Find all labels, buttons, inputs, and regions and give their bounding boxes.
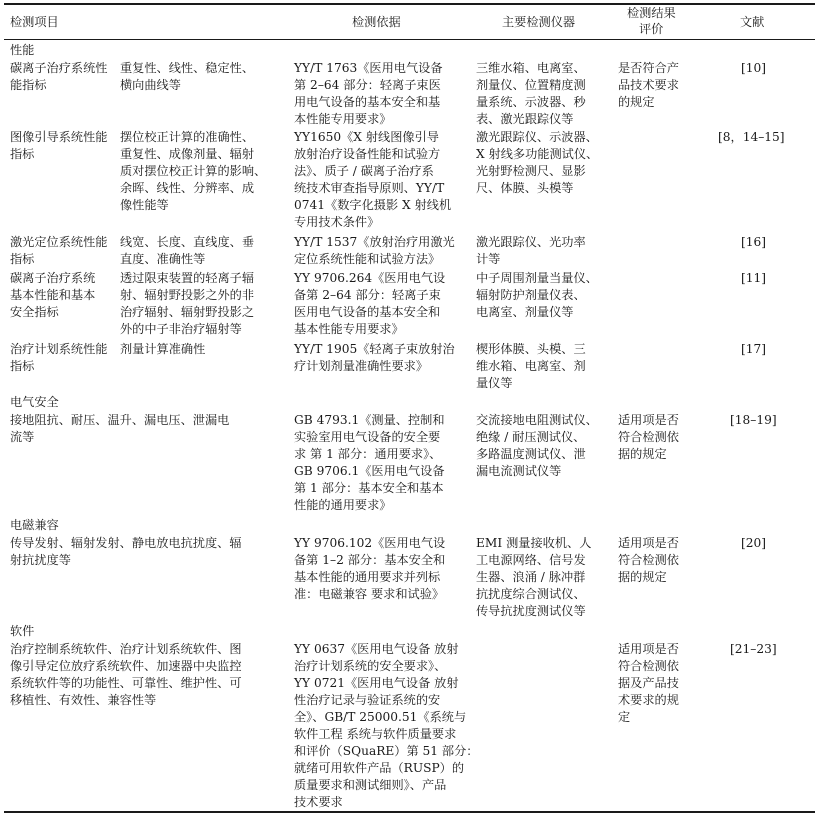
row-instruments: 交流接地电阻测试仪、 xyxy=(476,413,598,427)
row-basis: 基本性能专用要求》 xyxy=(294,322,404,336)
header-bottom-rule xyxy=(4,39,815,40)
row-basis: YY 9706.264《医用电气设 xyxy=(294,271,446,285)
header-evaluation-line2: 评价 xyxy=(639,22,664,36)
row-item: 图像引导系统性能 xyxy=(10,130,108,144)
row-instruments: 尺、体膜、头模等 xyxy=(476,181,574,195)
row-instruments: 传导抗扰度测试仪等 xyxy=(476,604,586,618)
row-indicator: 直度、准确性等 xyxy=(120,252,206,266)
row-evaluation: 适用项是否 xyxy=(618,642,679,656)
row-basis: 和评价（SQuaRE）第 51 部分： xyxy=(294,744,479,758)
row-indicator: 横向曲线等 xyxy=(120,78,181,92)
row-item: 指标 xyxy=(10,252,35,266)
row-item: 流等 xyxy=(10,430,35,444)
row-indicator: 透过限束装置的轻离子辐 xyxy=(120,271,255,285)
row-item: 碳离子治疗系统性 xyxy=(10,61,108,75)
row-instruments: 计等 xyxy=(476,252,501,266)
row-reference: [11] xyxy=(741,271,767,285)
row-basis: 软件工程 系统与软件质量要求 xyxy=(294,727,457,741)
row-basis: YY 0637《医用电气设备 放射 xyxy=(294,642,459,656)
row-instruments: 绝缘 / 耐压测试仪、 xyxy=(476,430,586,444)
row-reference: [20] xyxy=(741,536,767,550)
row-evaluation: 据及产品技 xyxy=(618,676,679,690)
row-indicator: 质对摆位校正计算的影响、 xyxy=(120,164,267,178)
header-item: 检测项目 xyxy=(10,15,59,29)
row-instruments: 表、激光跟踪仪等 xyxy=(476,112,574,126)
row-indicator: 重复性、成像剂量、辐射 xyxy=(120,147,255,161)
row-basis: 疗计划剂量准确性要求》 xyxy=(294,359,429,373)
table-bottom-rule xyxy=(4,811,815,813)
row-item: 基本性能和基本 xyxy=(10,288,96,302)
section-title-electrical: 电气安全 xyxy=(10,395,59,409)
row-instruments: EMI 测量接收机、人 xyxy=(476,536,592,550)
section-title-software: 软件 xyxy=(10,624,35,638)
section-title-performance: 性能 xyxy=(10,43,35,57)
row-basis: YY 9706.102《医用电气设 xyxy=(294,536,446,550)
row-instruments: 三维水箱、电离室、 xyxy=(476,61,586,75)
row-instruments: 楔形体膜、头模、三 xyxy=(476,342,586,356)
row-instruments: 电离室、剂量仪等 xyxy=(476,305,574,319)
row-instruments: 维水箱、电离室、剂 xyxy=(476,359,586,373)
row-indicator: 像性能等 xyxy=(120,198,169,212)
row-basis: 本性能专用要求》 xyxy=(294,112,392,126)
row-evaluation: 据的规定 xyxy=(618,447,667,461)
row-instruments: 激光跟踪仪、示波器、 xyxy=(476,130,598,144)
row-evaluation: 符合检测依 xyxy=(618,659,679,673)
row-basis: 0741《数字化摄影 X 射线机 xyxy=(294,198,452,212)
row-basis: 定位系统性能和试验方法》 xyxy=(294,252,441,266)
row-basis: 用电气设备的基本安全和基 xyxy=(294,95,441,109)
table-top-rule xyxy=(4,3,815,5)
row-instruments: 辐射防护剂量仪表、 xyxy=(476,288,586,302)
row-instruments: 光射野检测尺、显影 xyxy=(476,164,586,178)
row-instruments: 激光跟踪仪、光功率 xyxy=(476,235,586,249)
row-basis: YY/T 1763《医用电气设备 xyxy=(294,61,443,75)
row-evaluation: 据的规定 xyxy=(618,570,667,584)
row-item: 碳离子治疗系统 xyxy=(10,271,96,285)
row-evaluation: 符合检测依 xyxy=(618,553,679,567)
row-basis: 治疗计划系统的安全要求》、 xyxy=(294,659,447,673)
row-evaluation: 适用项是否 xyxy=(618,413,679,427)
row-instruments: 漏电流测试仪等 xyxy=(476,464,562,478)
row-item: 系统软件等的功能性、可靠性、维护性、可 xyxy=(10,676,242,690)
row-instruments: 量仪等 xyxy=(476,376,513,390)
row-instruments: 生器、浪涌 / 脉冲群 xyxy=(476,570,586,584)
row-basis: YY/T 1537《放射治疗用激光 xyxy=(294,235,455,249)
row-item: 治疗计划系统性能 xyxy=(10,342,108,356)
header-evaluation-line1: 检测结果 xyxy=(627,6,676,20)
row-item: 激光定位系统性能 xyxy=(10,235,108,249)
row-item: 传导发射、辐射发射、静电放电抗扰度、辐 xyxy=(10,536,242,550)
row-indicator: 线宽、长度、直线度、垂 xyxy=(120,235,255,249)
row-reference: [17] xyxy=(741,342,767,356)
row-item: 接地阻抗、耐压、温升、漏电压、泄漏电 xyxy=(10,413,230,427)
row-evaluation: 是否符合产 xyxy=(618,61,679,75)
row-evaluation: 适用项是否 xyxy=(618,536,679,550)
row-instruments: X 射线多功能测试仪、 xyxy=(476,147,599,161)
row-basis: 统技术审查指导原则、YY/T xyxy=(294,181,445,195)
row-reference: [21–23] xyxy=(730,642,777,656)
row-item: 能指标 xyxy=(10,78,47,92)
row-basis: 求 第 1 部分：通用要求》、 xyxy=(294,447,442,461)
row-indicator: 摆位校正计算的准确性、 xyxy=(120,130,255,144)
row-indicator: 外的中子非治疗辐射等 xyxy=(120,322,242,336)
row-item: 像引导定位放疗系统软件、加速器中央监控 xyxy=(10,659,242,673)
row-reference: [10] xyxy=(741,61,767,75)
row-basis: 性治疗记录与验证系统的安 xyxy=(294,693,441,707)
row-instruments: 多路温度测试仪、泄 xyxy=(476,447,586,461)
row-item: 指标 xyxy=(10,359,35,373)
row-reference: [8，14–15] xyxy=(718,130,785,144)
row-basis: 专用技术条件》 xyxy=(294,215,380,229)
header-basis: 检测依据 xyxy=(352,15,401,29)
row-instruments: 量系统、示波器、秒 xyxy=(476,95,586,109)
row-basis: YY 0721《医用电气设备 放射 xyxy=(294,676,459,690)
row-basis: 法》、质子 / 碳离子治疗系 xyxy=(294,164,434,178)
row-basis: 准：电磁兼容 要求和试验》 xyxy=(294,587,445,601)
row-basis: 基本性能的通用要求并列标 xyxy=(294,570,441,584)
row-indicator: 治疗辐射、辐射野投影之 xyxy=(120,305,255,319)
row-item: 移植性、有效性、兼容性等 xyxy=(10,693,157,707)
row-item: 治疗控制系统软件、治疗计划系统软件、图 xyxy=(10,642,242,656)
row-basis: 技术要求 xyxy=(294,795,343,809)
row-indicator: 重复性、线性、稳定性、 xyxy=(120,61,255,75)
row-item: 射抗扰度等 xyxy=(10,553,71,567)
row-instruments: 抗扰度综合测试仪、 xyxy=(476,587,586,601)
row-reference: [16] xyxy=(741,235,767,249)
row-basis: 质量要求和测试细则》、产品 xyxy=(294,778,447,792)
row-evaluation: 符合检测依 xyxy=(618,430,679,444)
row-basis: 全》、GB/T 25000.51《系统与 xyxy=(294,710,467,724)
row-basis: 备第 1–2 部分：基本安全和 xyxy=(294,553,446,567)
row-indicator: 射、辐射野投影之外的非 xyxy=(120,288,255,302)
row-basis: GB 4793.1《测量、控制和 xyxy=(294,413,445,427)
row-basis: 第 1 部分：基本安全和基本 xyxy=(294,481,444,495)
row-basis: 就绪可用软件产品（RUSP）的 xyxy=(294,761,465,775)
header-instruments: 主要检测仪器 xyxy=(502,15,576,29)
row-item: 安全指标 xyxy=(10,305,59,319)
row-basis: 第 2–64 部分：轻离子束医 xyxy=(294,78,441,92)
row-instruments: 中子周围剂量当量仪、 xyxy=(476,271,598,285)
row-basis: 实验室用电气设备的安全要 xyxy=(294,430,441,444)
row-basis: 性能的通用要求》 xyxy=(294,498,392,512)
row-indicator: 剂量计算准确性 xyxy=(120,342,206,356)
row-evaluation: 定 xyxy=(618,710,631,724)
row-evaluation: 的规定 xyxy=(618,95,655,109)
row-item: 指标 xyxy=(10,147,35,161)
row-indicator: 余晖、线性、分辨率、成 xyxy=(120,181,255,195)
row-instruments: 剂量仪、位置精度测 xyxy=(476,78,586,92)
row-basis: YY1650《X 射线图像引导 xyxy=(294,130,439,144)
row-basis: YY/T 1905《轻离子束放射治 xyxy=(294,342,455,356)
row-basis: 备第 2–64 部分：轻离子束 xyxy=(294,288,441,302)
row-evaluation: 术要求的规 xyxy=(618,693,679,707)
row-basis: 放射治疗设备性能和试验方 xyxy=(294,147,441,161)
row-evaluation: 品技术要求 xyxy=(618,78,679,92)
row-reference: [18–19] xyxy=(730,413,777,427)
row-instruments: 工电源网络、信号发 xyxy=(476,553,586,567)
header-reference: 文献 xyxy=(740,15,765,29)
section-title-emc: 电磁兼容 xyxy=(10,518,59,532)
row-basis: GB 9706.1《医用电气设备 xyxy=(294,464,445,478)
row-basis: 医用电气设备的基本安全和 xyxy=(294,305,441,319)
